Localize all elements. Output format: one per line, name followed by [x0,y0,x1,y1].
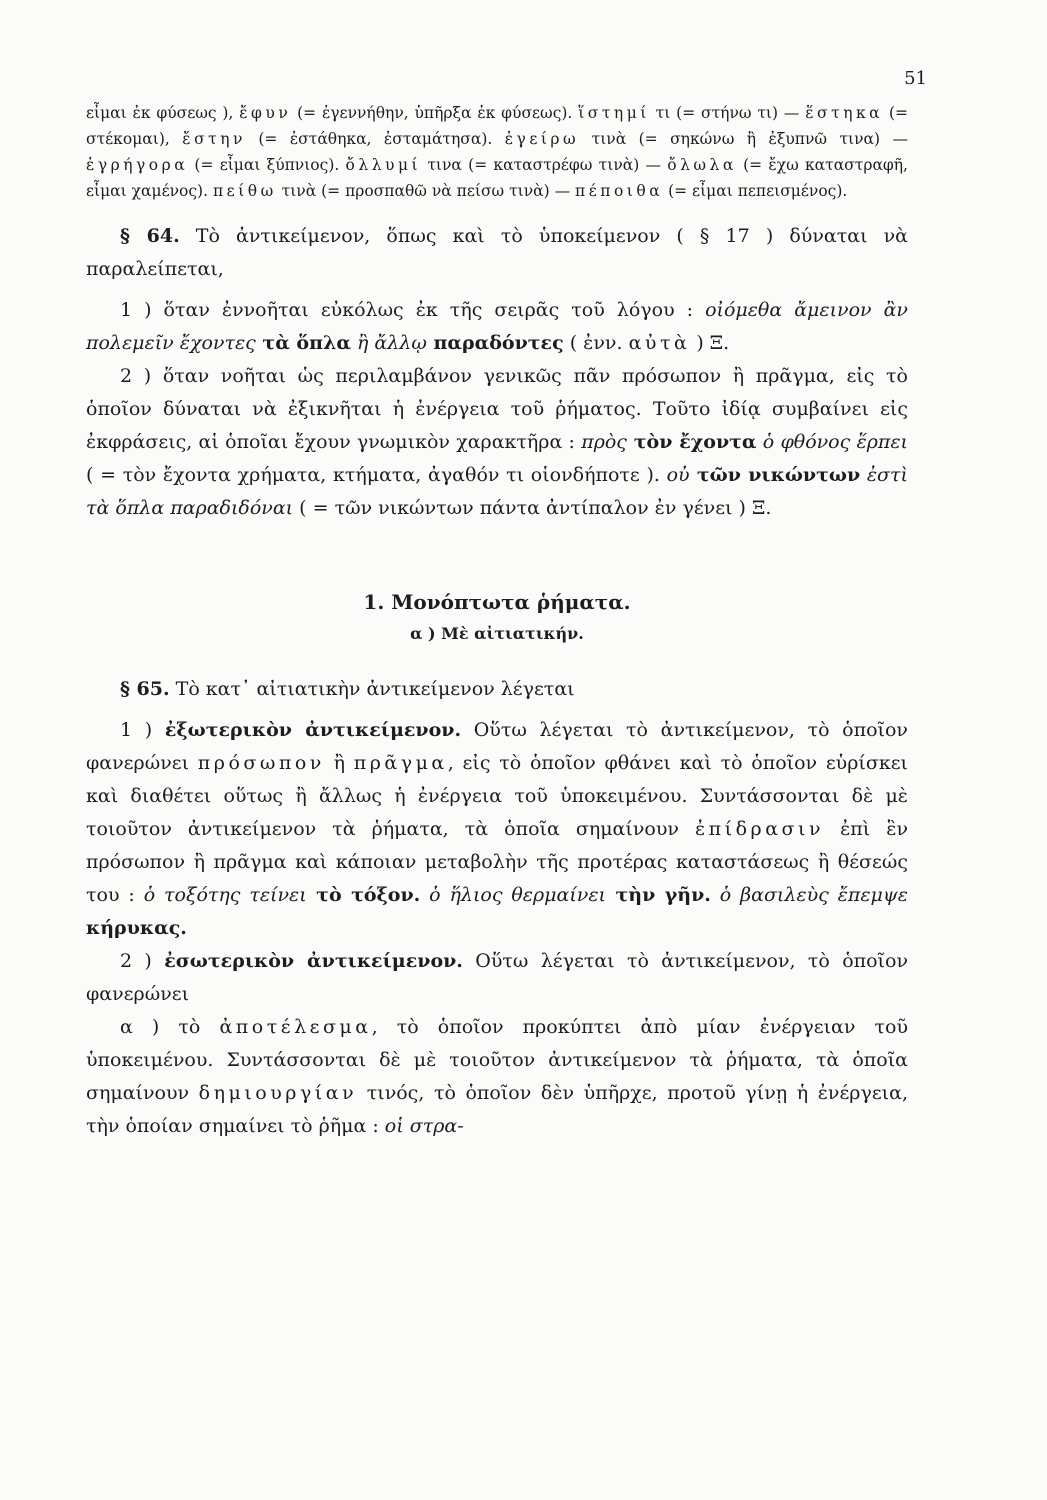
text-run: Οὕτω λέγεται τὸ ἀντικείμενον, τὸ ὁποῖον φανερώνει [86,719,908,774]
text-run: , εἰς τὸ ὁποῖον φθάνει καὶ τὸ ὁποῖον εὑρίσκει καὶ διαθέτει οὕτως ἢ ἄλλως ἡ ἐνέργεια τοῦ ὑποκειμένου. Συντάσσονται δὲ μὲ τοιοῦτον ἀντικείμενον τὰ ῥήματα, τὰ ὁποῖα σημαίνουν [86,752,908,840]
text-run: τὸ τόξον. [306,884,421,906]
text-run: ἐσωτερικὸν ἀντικείμενον. [164,950,463,972]
text-run: ( = τὸν ἔχοντα χρήματα, κτήματα, ἀγαθόν τι οἱονδήποτε ). [86,464,667,486]
text-run: 2 ) [120,950,165,972]
text-run: ἐξωτερικὸν ἀντικείμενον. [164,719,462,741]
section-65 [86,673,908,1143]
text-run: ) Ξ. [690,332,730,354]
paragraph [86,945,908,1011]
text-run: κήρυκας. [86,917,187,939]
text-run: α ) τὸ [120,1016,220,1038]
text-run: ἢ [324,752,354,774]
text-run: § 64. [120,225,180,247]
text-run: ὄλλυμί [345,156,422,174]
text-run: πρὸς [581,431,627,453]
text-run: ὁ ἥλιος θερμαίνει [420,884,606,906]
text-run: (= ἔχω καταστραφῆ, εἶμαι χαμένος). [86,156,908,200]
text-run: Οὕτω λέγεται τὸ ἀντικείμενον, τὸ ὁποῖον φανερώνει [86,950,908,1005]
text-run: τὴν γῆν. [606,884,711,906]
text-run: ἐπίδρασιν [694,818,825,840]
text-run: οἰόμεθα ἄμεινον ἂν πολεμεῖν ἔχοντες [86,299,908,354]
text-run: ἔστην [182,130,246,148]
text-run: ( ἐνν. [563,332,629,354]
text-run: αὐτὰ [628,332,691,354]
text-run: ἐγρήγορα [86,156,189,174]
text-run: ἵστημί [578,104,650,122]
text-run: ἐπὶ ἓν πρόσωπον ἢ πρᾶγμα καὶ κάποιαν μεταβολὴν τῆς προτέρας καταστάσεως ἢ θέσεώς του : [86,818,909,906]
text-run: (= εἶμαι ξύπνιος). [188,156,346,174]
text-run: Τὸ κατ᾽ αἰτιατικὴν ἀντικείμενον λέγεται [169,678,575,700]
verb-list-continuation [86,100,908,204]
text-run: ἐστὶ τὰ ὅπλα παραδιδόναι [86,464,908,519]
text-run: τινὰ (= σηκώνω ἢ ἐξυπνῶ τινα) — [579,130,908,148]
text-run: (= ἐγεννήθην, ὑπῆρξα ἐκ φύσεως). [291,104,579,122]
text-run: τινὰ (= προσπαθῶ νὰ πείσω τινὰ) — [276,182,576,200]
text-run: ὁ τοξότης τείνει [143,884,307,906]
page-body [86,100,908,1143]
text-run: τὰ ὅπλα [255,332,351,354]
paragraph [86,100,908,204]
text-run: ἕστηκα [805,104,884,122]
page-number: 51 [904,68,927,89]
text-run: πρόσωπον [197,752,325,774]
text-run: § 65. [120,678,170,700]
text-run: , τὸ ὁποῖον προκύπτει ἀπὸ μίαν ἐνέργειαν τοῦ ὑποκειμένου. Συντάσσονται δὲ μὲ τοιοῦτον ἀντικείμενον τὰ ῥήματα, τὰ ὁποῖα σημαίνουν [86,1016,909,1104]
paragraph [86,294,908,360]
text-run: 1 ) [120,719,165,741]
text-run: Τὸ ἀντικείμενον, ὅπως καὶ τὸ ὑποκείμενον ( § 17 ) δύναται νὰ παραλείπεται, [86,225,909,280]
text-run: ἀποτέλεσμα [219,1016,372,1038]
paragraph [86,673,908,706]
text-run: ὄλωλα [667,156,737,174]
text-run: οὐ [666,464,690,486]
text-run: πέποιθα [575,182,664,200]
text-run: ( = τῶν νικώντων πάντα ἀντίπαλον ἐν γένει ) Ξ. [293,497,772,519]
text-run: (= στέκομαι), [86,104,909,148]
text-run: τινα (= καταστρέφω τινὰ) — [421,156,668,174]
text-run: ἔφυν [239,104,292,122]
text-run: ἐγείρω [504,130,580,148]
text-run: δημιουργίαν [198,1082,358,1104]
text-run: ὁ φθόνος ἕρπει [756,431,908,453]
section-heading: 1. Μονόπτωτα ῥήματα. [363,590,631,614]
text-run: τῶν νικώντων [689,464,861,486]
paragraph [86,360,908,525]
section-subheading: α ) Μὲ αἰτιατικήν. [410,624,584,643]
text-run: 1 ) ὅταν ἐννοῆται εὐκόλως ἐκ τῆς σειρᾶς τοῦ λόγου : [120,299,706,321]
text-run: ἢ ἄλλῳ [350,332,427,354]
text-run: εἶμαι ἐκ φύσεως ), [86,104,240,122]
text-run: 2 ) ὅταν νοῆται ὡς περιλαμβάνον γενικῶς πᾶν πρόσωπον ἢ πρᾶγμα, εἰς τὸ ὁποῖον δύναται νὰ ἐξικνῆται ἡ ἐνέργεια τοῦ ῥήματος. Τοῦτο ἰδίᾳ συμβαίνει εἰς ἐκφράσεις, αἱ ὁποῖαι ἔχουν γνωμικὸν χαρακτῆρα : [86,365,908,453]
text-run: πείθω [212,182,277,200]
text-run: ὁ βασιλεὺς ἔπεμψε [710,884,909,906]
text-run: τι (= στήνω τι) — [649,104,806,122]
text-run: παραδόντες [426,332,564,354]
text-run: πρᾶγμα [353,752,448,774]
paragraph [86,1011,908,1143]
text-run: (= ἐστάθηκα, ἐσταμάτησα). [245,130,505,148]
paragraph [86,714,908,945]
section-64 [86,220,908,525]
paragraph [86,220,908,286]
text-run: (= εἶμαι πεπεισμένος). [663,182,848,200]
text-run: τὸν ἔχοντα [626,431,757,453]
text-run: τινός, τὸ ὁποῖον δὲν ὑπῆρχε, προτοῦ γίνῃ ἡ ἐνέργεια, τὴν ὁποίαν σημαίνει τὸ ῥῆμα : [86,1082,908,1137]
text-run: οἱ στρα- [384,1115,464,1137]
